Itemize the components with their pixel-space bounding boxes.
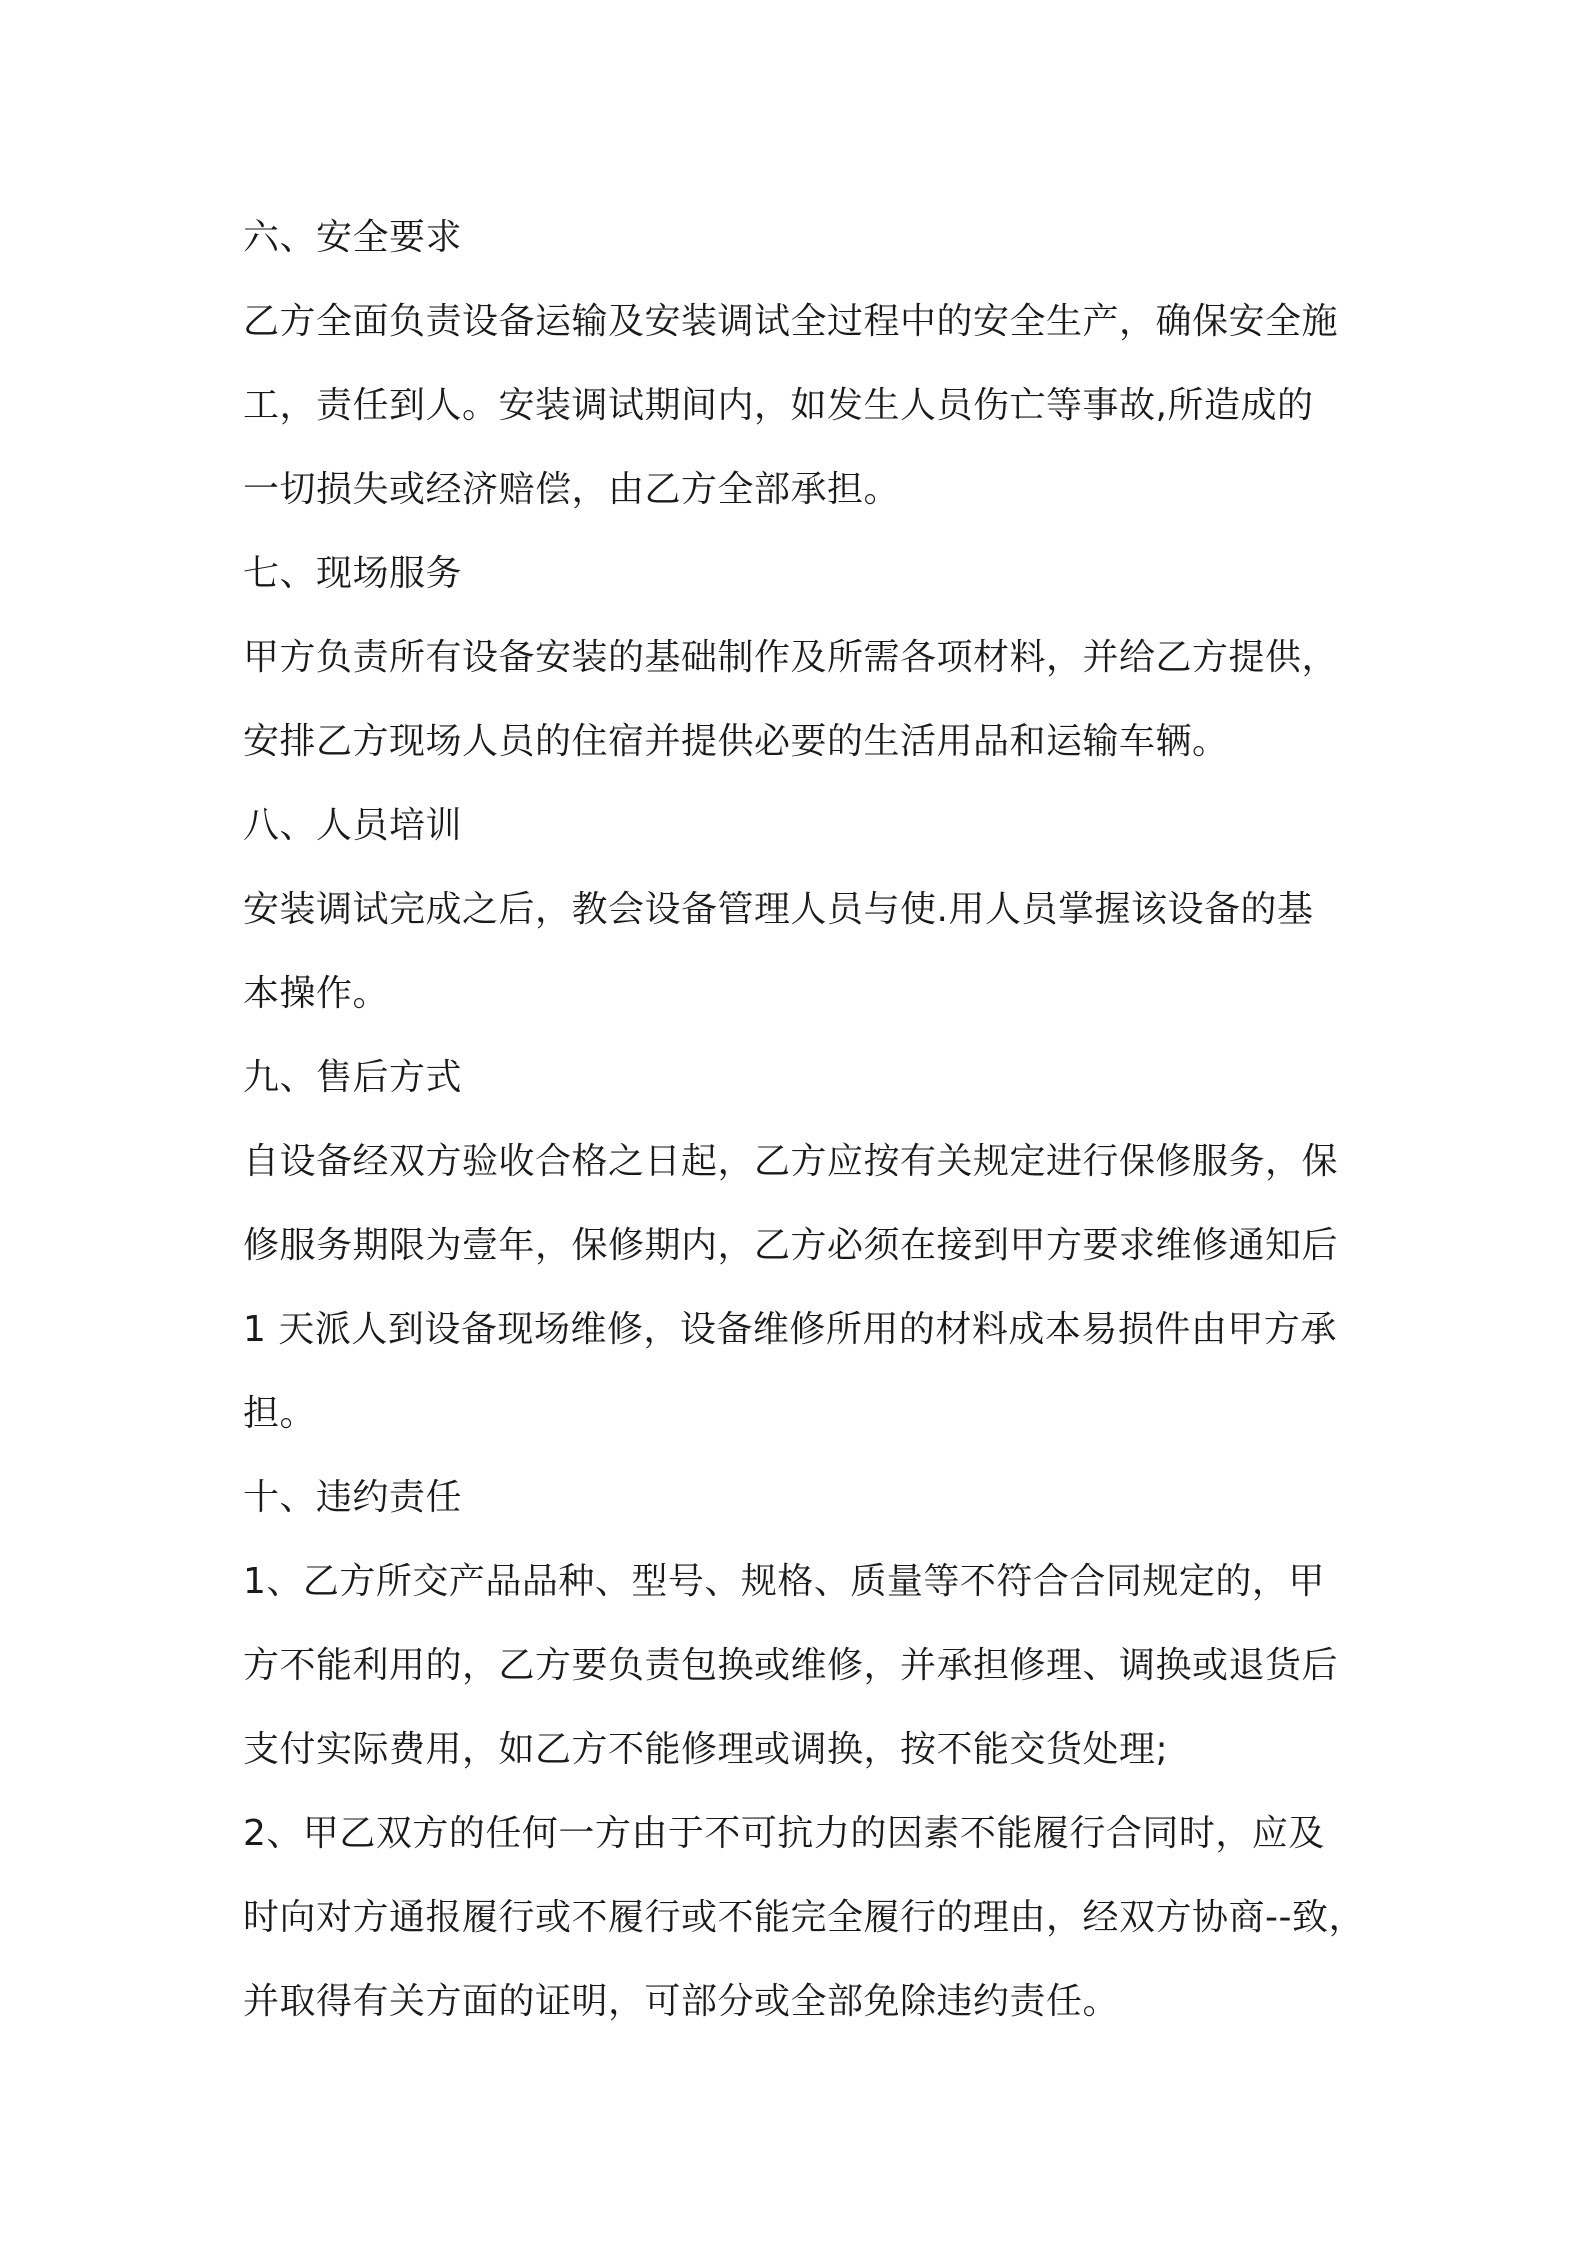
paragraph-line: 本操作。 — [243, 973, 390, 1014]
paragraph-line: 安装调试完成之后，教会设备管理人员与使.用人员掌握该设备的基 — [243, 889, 1314, 930]
section-heading-training: 八、人员培训 — [243, 805, 463, 846]
paragraph-line: 乙方全面负责设备运输及安装调试全过程中的安全生产，确保安全施 — [243, 301, 1339, 342]
paragraph-line: 安排乙方现场人员的住宿并提供必要的生活用品和运输车辆。 — [243, 721, 1229, 762]
section-heading-after-sales: 九、售后方式 — [243, 1057, 463, 1098]
section-heading-safety: 六、安全要求 — [243, 217, 463, 258]
section-heading-onsite-service: 七、现场服务 — [243, 553, 463, 594]
paragraph-line: 1、乙方所交产品品种、型号、规格、质量等不符合合同规定的，甲 — [243, 1561, 1325, 1602]
paragraph-line: 担。 — [243, 1393, 317, 1434]
paragraph-line: 自设备经双方验收合格之日起，乙方应按有关规定进行保修服务，保 — [243, 1141, 1339, 1182]
paragraph-line: 甲方负责所有设备安装的基础制作及所需各项材料，并给乙方提供， — [243, 637, 1339, 678]
paragraph-line: 一切损失或经济赔偿，由乙方全部承担。 — [243, 469, 901, 510]
paragraph-line: 2、甲乙双方的任何一方由于不可抗力的因素不能履行合同时，应及 — [243, 1813, 1325, 1854]
section-heading-liability: 十、违约责任 — [243, 1477, 463, 1518]
paragraph-line: 1 天派人到设备现场维修，设备维修所用的材料成本易损件由甲方承 — [243, 1309, 1337, 1350]
paragraph-line: 并取得有关方面的证明，可部分或全部免除违约责任。 — [243, 1981, 1120, 2022]
paragraph-line: 支付实际费用，如乙方不能修理或调换，按不能交货处理; — [243, 1729, 1169, 1770]
paragraph-line: 修服务期限为壹年，保修期内，乙方必须在接到甲方要求维修通知后 — [243, 1225, 1339, 1266]
paragraph-line: 工，责任到人。安装调试期间内，如发生人员伤亡等事故,所造成的 — [243, 385, 1314, 426]
paragraph-line: 方不能利用的，乙方要负责包换或维修，并承担修理、调换或退货后 — [243, 1645, 1339, 1686]
paragraph-line: 时向对方通报履行或不履行或不能完全履行的理由，经双方协商--致， — [243, 1897, 1365, 1938]
document-body — [243, 196, 1363, 2044]
